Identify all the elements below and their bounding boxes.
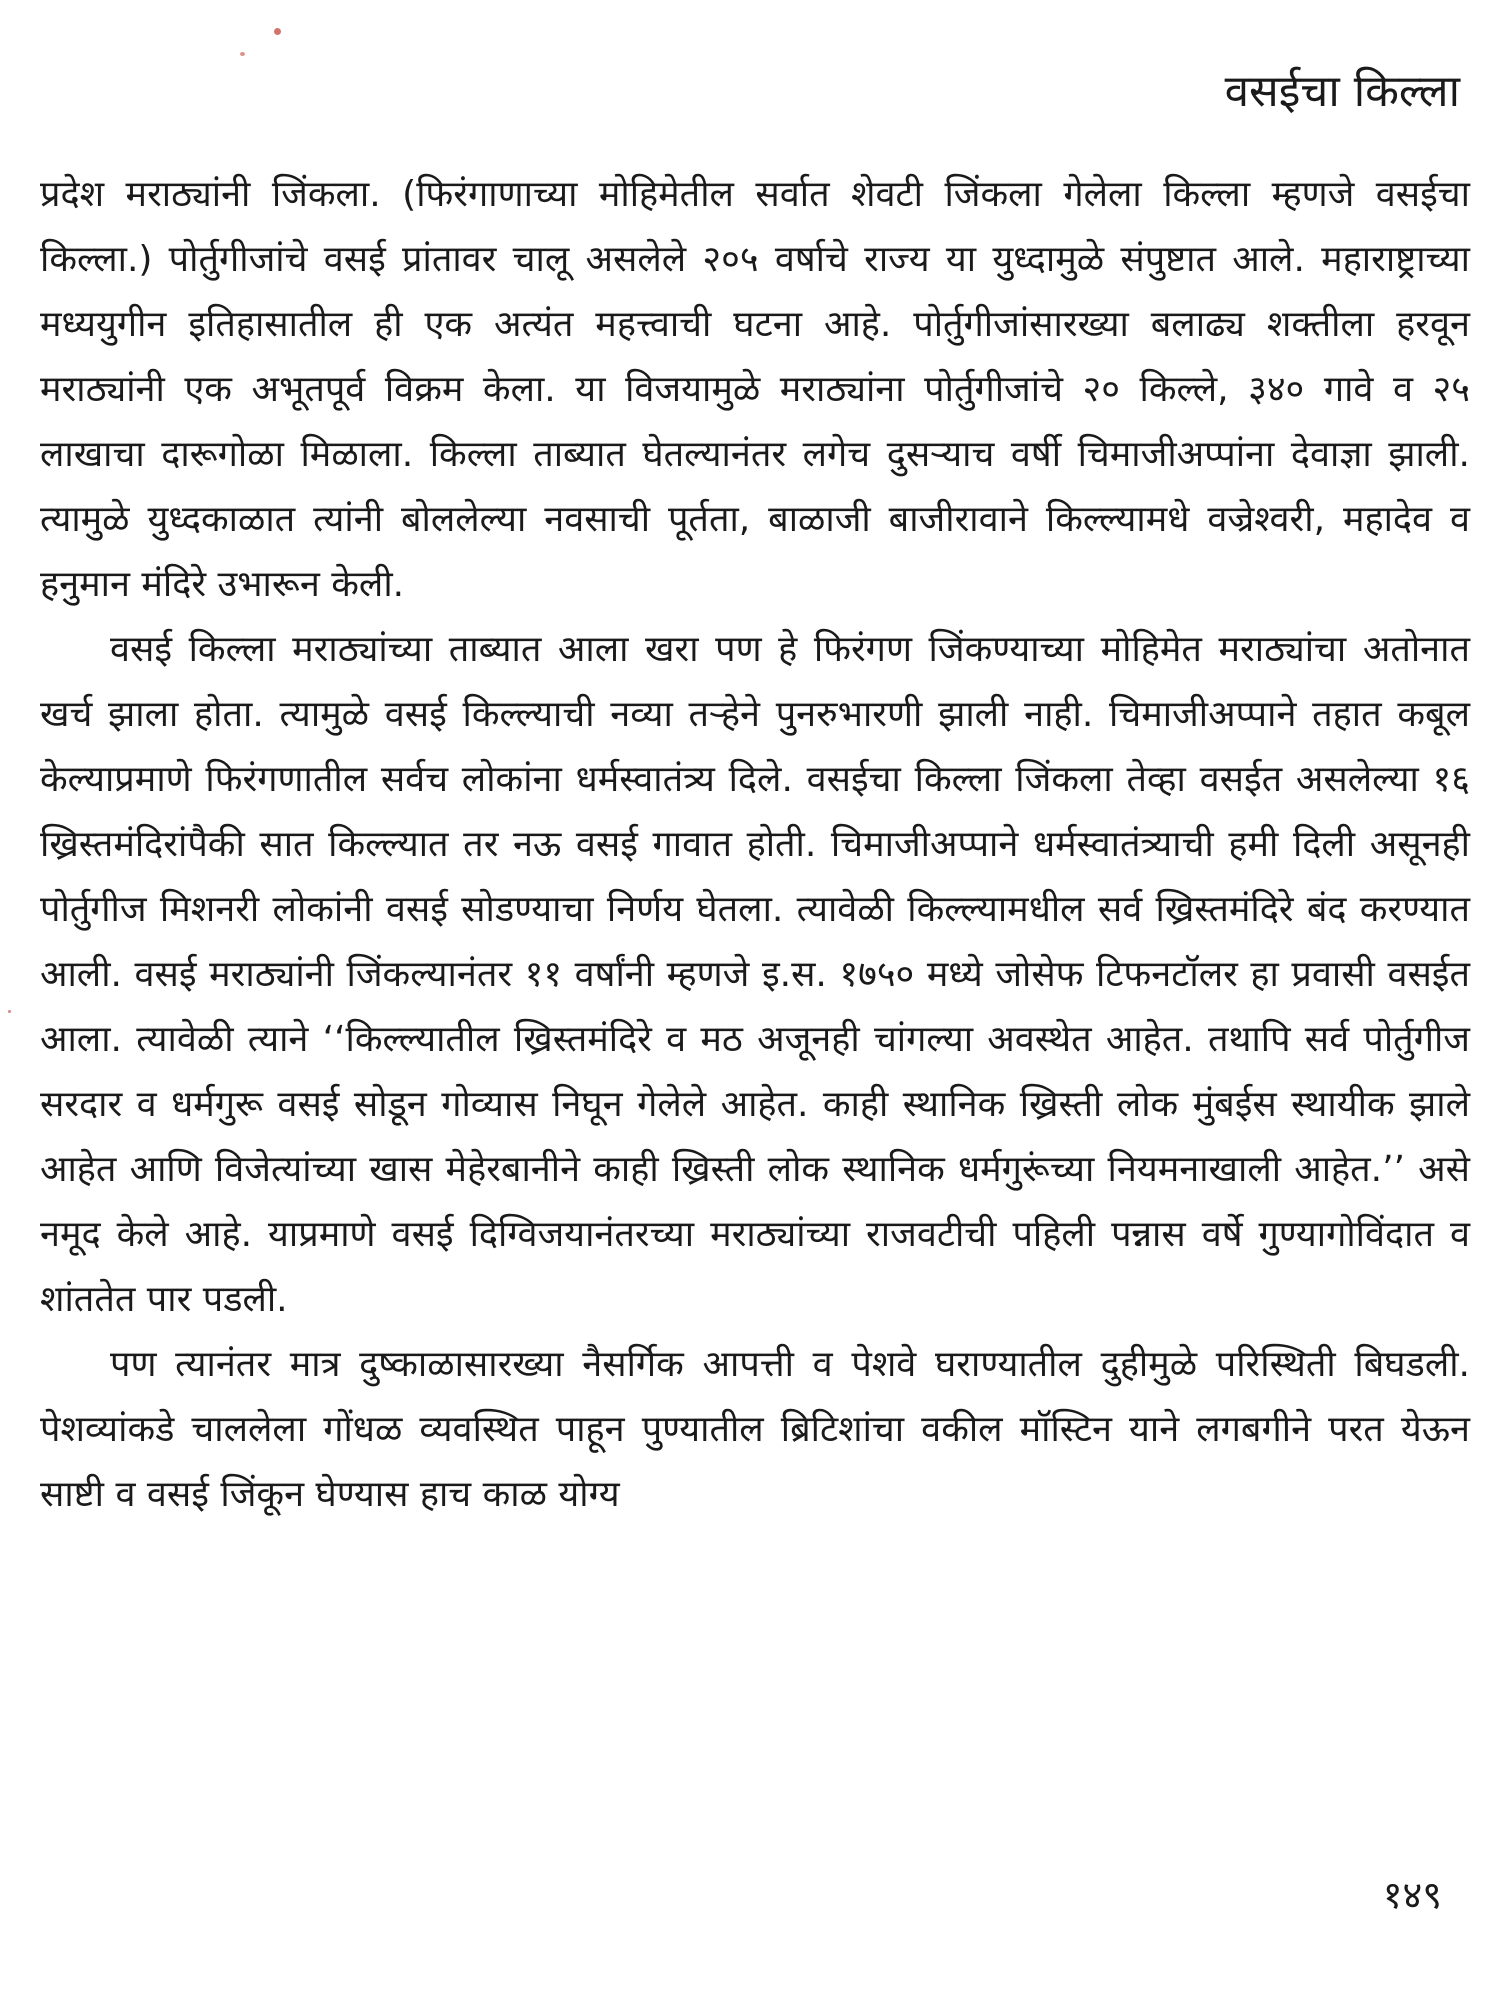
paragraph-1: प्रदेश मराठ्यांनी जिंकला. (फिरंगाणाच्या मोहिमेतील सर्वात शेवटी जिंकला गेलेला किल्ला म्हणजे वसईचा किल्ला.) पोर्तुगीजांचे वसई प्रांतावर चालू असलेले २०५ वर्षाचे राज्य या युध्दामुळे संपुष्टात आले. महाराष्ट्राच्या मध्ययुगीन इतिहासातील ही एक अत्यंत महत्त्वाची घटना आहे. पोर्तुगीजांसारख्या बलाढ्य शक्तीला हरवून मराठ्यांनी एक अभूतपूर्व विक्रम केला. या विजयामुळे मराठ्यांना पोर्तुगीजांचे २० किल्ले, ३४० गावे व २५ लाखाचा दारूगोळा मिळाला. किल्ला ताब्यात घेतल्यानंतर लगेच दुसऱ्याच वर्षी चिमाजीअप्पांना देवाज्ञा झाली. त्यामुळे युध्दकाळात त्यांनी बोललेल्या नवसाची पूर्तता, बाळाजी बाजीरावाने किल्ल्यामधे वज्रेश्वरी, महादेव व हनुमान मंदिरे उभारून केली. xyxy=(40,174,1470,605)
red-ink-speck xyxy=(8,1010,11,1013)
body-text xyxy=(40,162,1470,1527)
paragraph-2: वसई किल्ला मराठ्यांच्या ताब्यात आला खरा पण हे फिरंगण जिंकण्याच्या मोहिमेत मराठ्यांचा अतोनात खर्च झाला होता. त्यामुळे वसई किल्ल्याची नव्या तऱ्हेने पुनरुभारणी झाली नाही. चिमाजीअप्पाने तहात कबूल केल्याप्रमाणे फिरंगणातील सर्वच लोकांना धर्मस्वातंत्र्य दिले. वसईचा किल्ला जिंकला तेव्हा वसईत असलेल्या १६ ख्रिस्तमंदिरांपैकी सात किल्ल्यात तर नऊ वसई गावात होती. चिमाजीअप्पाने धर्मस्वातंत्र्याची हमी दिली असूनही पोर्तुगीज मिशनरी लोकांनी वसई सोडण्याचा निर्णय घेतला. त्यावेळी किल्ल्यामधील सर्व ख्रिस्तमंदिरे बंद करण्यात आली. वसई मराठ्यांनी जिंकल्यानंतर ११ वर्षांनी म्हणजे इ.स. १७५० मध्ये जोसेफ टिफनटॉलर हा प्रवासी वसईत आला. त्यावेळी त्याने ‘‘किल्ल्यातील ख्रिस्तमंदिरे व मठ अजूनही चांगल्या अवस्थेत आहेत. तथापि सर्व पोर्तुगीज सरदार व धर्मगुरू वसई सोडून गोव्यास निघून गेलेले आहेत. काही स्थानिक ख्रिस्ती लोक मुंबईस स्थायीक झाले आहेत आणि विजेत्यांच्या खास मेहेरबानीने काही ख्रिस्ती लोक स्थानिक धर्मगुरूंच्या नियमनाखाली आहेत.’’ असे नमूद केले आहे. याप्रमाणे वसई दिग्विजयानंतरच्या मराठ्यांच्या राजवटीची पहिली पन्नास वर्षे गुण्यागोविंदात व शांततेत पार पडली. xyxy=(40,629,1470,1320)
red-ink-speck xyxy=(240,52,245,56)
running-head: वसईचा किल्ला xyxy=(1224,66,1460,117)
red-ink-speck xyxy=(274,28,281,35)
page-number: १४९ xyxy=(1382,1873,1442,1917)
paragraph-3: पण त्यानंतर मात्र दुष्काळासारख्या नैसर्गिक आपत्ती व पेशवे घराण्यातील दुहीमुळे परिस्थिती बिघडली. पेशव्यांकडे चाललेला गोंधळ व्यवस्थित पाहून पुण्यातील ब्रिटिशांचा वकील मॉस्टिन याने लगबगीने परत येऊन साष्टी व वसई जिंकून घेण्यास हाच काळ योग्य xyxy=(40,1344,1470,1515)
